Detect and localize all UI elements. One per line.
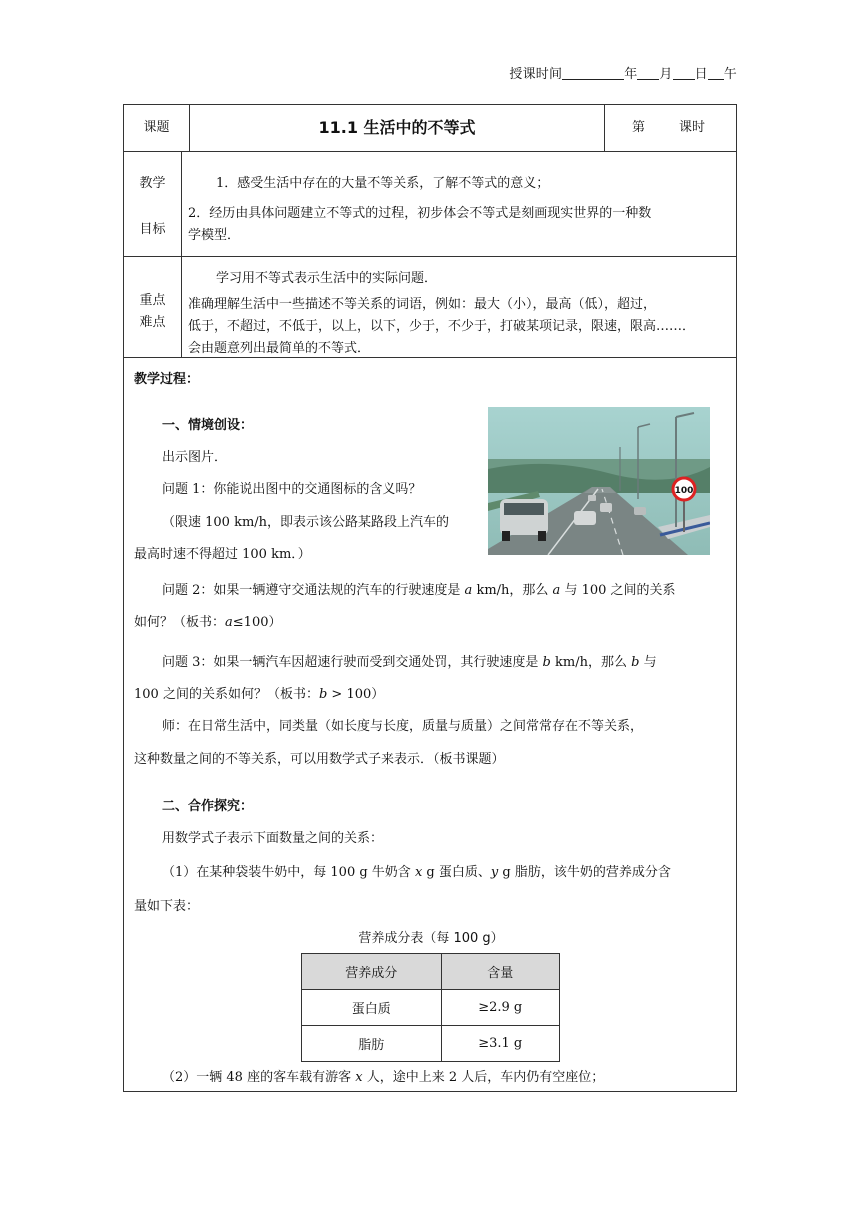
question-1-answer-cont: 最高时速不得超过 100 km．） — [134, 547, 311, 562]
month-label: 月 — [659, 67, 673, 82]
blank-day — [673, 65, 695, 80]
objective-1: 1．感受生活中存在的大量不等关系，了解不等式的意义； — [216, 176, 550, 191]
process-heading: 教学过程： — [134, 372, 200, 387]
table-cell: ≥3.1 g — [441, 1026, 560, 1062]
nutrition-table — [301, 953, 560, 1062]
blank-date — [562, 65, 624, 80]
table-cell: 脂肪 — [302, 1026, 442, 1062]
question-1: 问题 1：你能说出图中的交通图标的含义吗？ — [162, 482, 422, 497]
topic-row — [124, 105, 736, 152]
question-3-cont: 100 之间的关系如何？（板书：b > 100） — [134, 687, 385, 702]
objectives-label-bottom: 目标 — [139, 222, 166, 237]
divider — [181, 257, 182, 357]
year-label: 年 — [624, 67, 638, 82]
keypoints-label-top: 重点 — [139, 293, 166, 308]
nutrition-table-title: 营养成分表（每 100 g） — [358, 931, 504, 946]
column-header: 营养成分 — [302, 954, 442, 990]
period-prefix: 第 — [632, 120, 646, 135]
question-3: 问题 3：如果一辆汽车因超速行驶而受到交通处罚，其行驶速度是 b km/h，那么 b 与 — [162, 655, 657, 670]
objective-2: 2．经历由具体问题建立不等式的过程，初步体会不等式是刻画现实世界的一种数 — [188, 206, 652, 221]
blank-month — [637, 65, 659, 80]
table-header-row — [302, 954, 560, 990]
speed-sign-text: 100 — [674, 486, 694, 496]
keypoint-3: 低于，不超过，不低于，以上，以下，少于，不少于，打破某项记录，限速，限高……． — [188, 319, 696, 334]
lesson-plan-sheet — [123, 104, 737, 1092]
teaching-time-label: 授课时间 — [509, 67, 563, 82]
question-2-cont: 如何？（板书：a≤100） — [134, 615, 282, 630]
teacher-remark-cont: 这种数量之间的不等关系，可以用数学式子来表示．（板书课题） — [134, 752, 505, 767]
divider — [604, 105, 605, 151]
period-suffix: 课时 — [679, 120, 706, 135]
question-2: 问题 2：如果一辆遵守交通法规的汽车的行驶速度是 a km/h，那么 a 与 100 之间的关系 — [162, 583, 676, 598]
divider — [181, 152, 182, 256]
blank-noon — [708, 65, 724, 80]
task-text: 用数学式子表示下面数量之间的关系： — [162, 831, 384, 846]
column-header: 含量 — [441, 954, 560, 990]
table-cell: 蛋白质 — [302, 990, 442, 1026]
day-label: 日 — [694, 67, 708, 82]
teacher-remark: 师：在日常生活中，同类量（如长度与长度，质量与质量）之间常常存在不等关系， — [162, 719, 644, 734]
noon-label: 午 — [723, 67, 737, 82]
highway-image — [488, 407, 710, 555]
lesson-title: 11.1 生活中的不等式 — [318, 118, 476, 137]
item-1-cont: 量如下表： — [134, 899, 200, 914]
keypoints-label-bottom: 难点 — [139, 315, 166, 330]
objective-2-cont: 学模型． — [188, 228, 241, 243]
item-1: （1）在某种袋装牛奶中，每 100 g 牛奶含 x g 蛋白质、y g 脂肪，该牛奶的营养成分含 — [162, 865, 671, 880]
highway-speed-limit-photo — [488, 407, 710, 555]
teaching-time-line — [509, 63, 737, 82]
table-row — [302, 990, 560, 1026]
section-2-title: 二、合作探究： — [162, 799, 254, 814]
keypoint-4: 会由题意列出最简单的不等式． — [188, 341, 371, 356]
objectives-row — [124, 152, 736, 257]
objectives-label-top: 教学 — [139, 176, 166, 191]
show-image-text: 出示图片． — [162, 450, 228, 465]
table-row — [302, 1026, 560, 1062]
item-2: （2）一辆 48 座的客车载有游客 x 人，途中上来 2 人后，车内仍有空座位； — [162, 1070, 605, 1085]
keypoint-2: 准确理解生活中一些描述不等关系的词语，例如：最大（小），最高（低），超过， — [188, 297, 657, 312]
topic-label: 课题 — [143, 120, 170, 135]
section-1-title: 一、情境创设： — [162, 418, 254, 433]
table-cell: ≥2.9 g — [441, 990, 560, 1026]
keypoint-1: 学习用不等式表示生活中的实际问题． — [216, 271, 438, 286]
keypoints-row — [124, 257, 736, 358]
question-1-answer: （限速 100 km/h，即表示该公路某路段上汽车的 — [162, 515, 450, 530]
